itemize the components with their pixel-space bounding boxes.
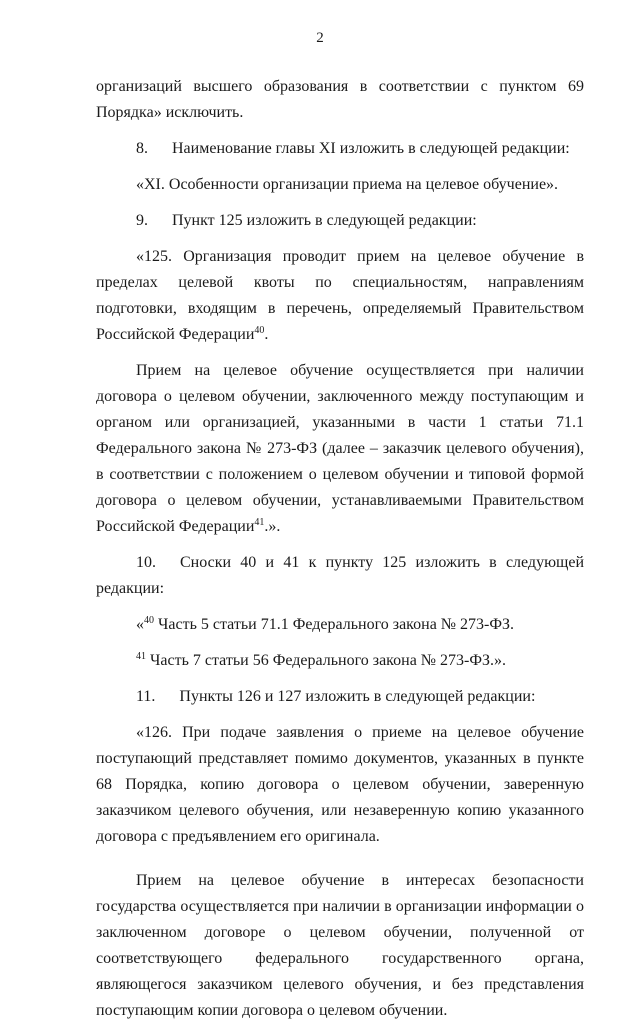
clause-125-second-paragraph: Прием на целевое обучение осуществляется при наличии договора о целевом обучении, заключенного между поступающим и органом или организацией, указанными в части 1 статьи 71.1 Федерального закона № 273-ФЗ (далее – заказчик целевого обучения), в соответствии с положением о целевом обучении и типовой формой договора о целевом обучении, устанавливаемыми Правительством Российской Федерации$^{41}$.». <box>96 362 584 535</box>
footnote-40: «$^{40}$ Часть 5 статьи 71.1 Федерального закона № 273-ФЗ. <box>136 615 515 633</box>
footnote-ref: 40 <box>254 325 265 336</box>
footnote-ref: 41 <box>136 651 146 662</box>
item-11: 11. Пункты 126 и 127 изложить в следующей редакции: <box>136 688 536 705</box>
clause-125: «125. Организация проводит прием на целевое обучение в пределах целевой квоты по специальностям, направлениям подготовки, входящим в перечень, определяемый Правительством Российской Федерации$^{40}$. <box>96 248 584 343</box>
footnote-ref: 40 <box>144 615 154 626</box>
document-body <box>96 74 584 1024</box>
item-9: 9. Пункт 125 изложить в следующей редакции: <box>136 212 477 229</box>
clause-126: «126. При подаче заявления о приеме на целевое обучение поступающий представляет помимо документов, указанных в пункте 68 Порядка, копию договора о целевом обучении, заверенную заказчиком целевого обучения, или незаверенную копию указанного договора с предъявлением его оригинала. <box>96 724 584 845</box>
item-number: 11. <box>136 688 156 705</box>
chapter-title-quote: «XI. Особенности организации приема на целевое обучение». <box>136 176 559 193</box>
item-8: 8. Наименование главы XI изложить в следующей редакции: <box>136 140 570 157</box>
paragraph-continuation: организаций высшего образования в соответствии с пунктом 69 Порядка» исключить. <box>96 78 584 121</box>
footnote-41: $^{41}$ Часть 7 статьи 56 Федерального закона № 273-ФЗ.». <box>136 651 507 669</box>
item-number: 9. <box>136 212 148 229</box>
item-10: 10. Сноски 40 и 41 к пункту 125 изложить в следующей редакции: <box>96 554 584 597</box>
page-number: 2 <box>316 30 324 46</box>
footnote-ref: 41 <box>254 517 265 528</box>
clause-126-second-paragraph: Прием на целевое обучение в интересах безопасности государства осуществляется при наличии в организации информации о заключенном договоре о целевом обучении, полученной от соответствующего федерального государственного органа, являющегося заказчиком целевого обучения, и без представления поступающим копии договора о целевом обучении. <box>96 872 584 1019</box>
item-number: 10. <box>136 554 156 571</box>
item-number: 8. <box>136 140 148 157</box>
